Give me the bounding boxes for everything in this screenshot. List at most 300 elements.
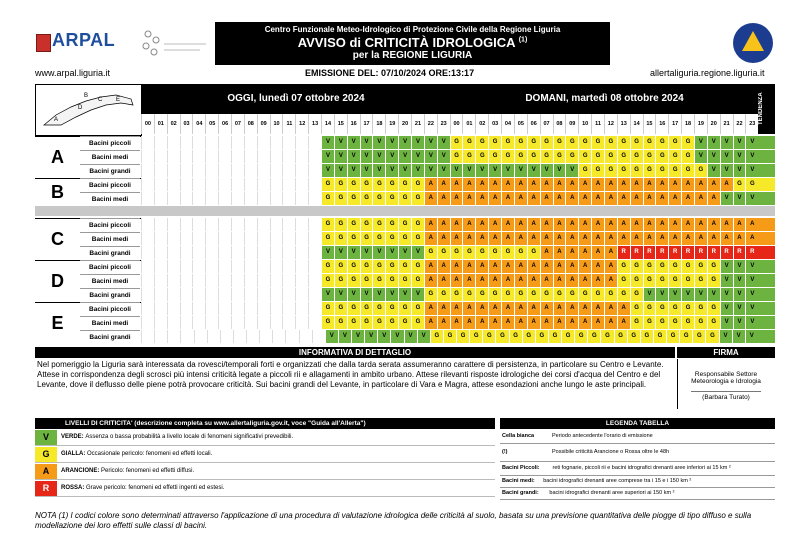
criticity-cell: G [707, 260, 720, 273]
criticity-cell [207, 330, 220, 343]
basin-label: Bacini medi [80, 150, 140, 164]
criticity-cell: G [424, 246, 437, 259]
criticity-cell [141, 164, 154, 177]
basin-label: Bacini medi [80, 274, 140, 288]
trend-cell [758, 192, 775, 205]
criticity-cell: A [591, 246, 604, 259]
criticity-cell: G [385, 192, 398, 205]
criticity-cell: A [514, 302, 527, 315]
criticity-cell: G [411, 178, 424, 191]
criticity-cell: V [360, 150, 373, 163]
criticity-cell [205, 164, 218, 177]
criticity-cell: A [604, 246, 617, 259]
criticity-cell: A [424, 178, 437, 191]
criticity-cell: A [450, 302, 463, 315]
criticity-cell: A [501, 192, 514, 205]
criticity-cell: G [398, 274, 411, 287]
footnote: NOTA (1) I codici colore sono determinati attraverso l'applicazione di una procedura di valutazione idrologica delle criticità al suolo, basata su una previsione quantitativa delle piogge di tipo diffuso e sulla modellazione dei loro effetti sulle classi di bacini. [35, 511, 752, 530]
criticity-cell: A [565, 316, 578, 329]
level-swatch: V [35, 430, 57, 445]
criticity-cell [233, 330, 246, 343]
criticity-cell: G [475, 246, 488, 259]
zone-letter: A [51, 147, 64, 167]
criticity-cell [257, 260, 270, 273]
criticity-cell [295, 288, 308, 301]
criticity-cell: A [501, 260, 514, 273]
criticity-cell: G [443, 330, 456, 343]
network-logo-icon [140, 26, 210, 62]
criticity-cell: V [424, 150, 437, 163]
criticity-cell: V [733, 274, 746, 287]
criticity-cell [141, 246, 154, 259]
criticity-cell [295, 164, 308, 177]
criticity-cell [257, 232, 270, 245]
criticity-cell: G [574, 330, 587, 343]
criticity-cell: G [694, 302, 707, 315]
criticity-cell [282, 260, 295, 273]
criticity-cell: R [617, 246, 630, 259]
zone-row-cells [141, 260, 758, 273]
criticity-cell: A [540, 302, 553, 315]
criticity-cell: A [745, 218, 758, 231]
criticity-cell [180, 260, 193, 273]
criticity-cell [270, 316, 283, 329]
criticity-cell [154, 178, 167, 191]
criticity-cell: V [360, 246, 373, 259]
criticity-cell: A [681, 192, 694, 205]
level-item [35, 464, 495, 480]
zone-letter: D [51, 271, 64, 291]
criticity-cell: A [604, 274, 617, 287]
criticity-cell: V [377, 330, 390, 343]
zone-row-cells [141, 288, 758, 301]
hour-label: 01 [462, 114, 475, 134]
criticity-cell [231, 192, 244, 205]
criticity-cell [282, 316, 295, 329]
trend-cell [758, 218, 775, 231]
criticity-cell: V [424, 136, 437, 149]
criticity-cell: G [437, 246, 450, 259]
criticity-cell: V [733, 260, 746, 273]
criticity-cell [180, 150, 193, 163]
criticity-cell [167, 288, 180, 301]
criticity-cell: A [591, 232, 604, 245]
arpal-url-link[interactable]: www.arpal.liguria.it [35, 68, 111, 78]
criticity-cell: V [720, 302, 733, 315]
criticity-cell: R [720, 246, 733, 259]
criticity-cell: G [591, 164, 604, 177]
page-title: AVVISO di CRITICITÀ IDROLOGICA $^{(1)}$ [297, 35, 528, 50]
criticity-cell: V [475, 164, 488, 177]
criticity-cell: V [334, 136, 347, 149]
criticity-cell: V [360, 136, 373, 149]
criticity-cell [231, 288, 244, 301]
criticity-cell: G [655, 274, 668, 287]
criticity-cell: A [424, 232, 437, 245]
criticity-cell: G [527, 246, 540, 259]
basin-label: Bacini piccoli [80, 178, 140, 192]
criticity-cell: V [390, 330, 403, 343]
criticity-cell: A [694, 232, 707, 245]
criticity-cell: A [707, 192, 720, 205]
hour-label: 07 [540, 114, 553, 134]
criticity-cell [205, 316, 218, 329]
criticity-cell [167, 164, 180, 177]
criticity-cell [218, 232, 231, 245]
criticity-cell: G [372, 274, 385, 287]
criticity-cell [218, 288, 231, 301]
basin-label: Bacini grandi [80, 246, 140, 260]
criticity-cell: G [347, 316, 360, 329]
criticity-cell: G [482, 330, 495, 343]
criticity-cell: G [347, 274, 360, 287]
criticity-cell [167, 260, 180, 273]
criticity-cell [231, 316, 244, 329]
criticity-cell: V [338, 330, 351, 343]
criticity-cell [231, 150, 244, 163]
criticity-cell [244, 246, 257, 259]
level-text: GIALLA: Occasionale pericolo: fenomeni ed effetti locali. [61, 451, 213, 457]
trend-cell [758, 316, 775, 329]
criticity-cell: G [450, 288, 463, 301]
criticity-cell: A [450, 232, 463, 245]
criticity-cell [308, 136, 321, 149]
criticity-cell: A [488, 260, 501, 273]
criticity-cell [218, 302, 231, 315]
criticity-cell: V [411, 164, 424, 177]
criticity-cell [192, 192, 205, 205]
hour-label: 15 [643, 114, 656, 134]
criticity-cell: G [681, 302, 694, 315]
criticity-cell: A [437, 192, 450, 205]
criticity-cell: A [643, 178, 656, 191]
criticity-cell: G [372, 260, 385, 273]
criticity-cell [141, 136, 154, 149]
criticity-cell [244, 288, 257, 301]
criticity-cell: G [565, 288, 578, 301]
criticity-cell: G [347, 218, 360, 231]
criticity-cell: A [578, 274, 591, 287]
criticity-cell [231, 260, 244, 273]
criticity-cell: G [692, 330, 705, 343]
criticity-cell: A [553, 218, 566, 231]
legend-item [500, 443, 775, 462]
criticity-cell [205, 232, 218, 245]
criticity-cell: G [617, 260, 630, 273]
criticity-cell: V [720, 288, 733, 301]
criticity-cell: G [411, 218, 424, 231]
criticity-cell: V [514, 164, 527, 177]
criticity-cell [244, 260, 257, 273]
criticity-cell: V [745, 136, 758, 149]
criticity-cell: G [681, 164, 694, 177]
criticity-cell: A [527, 260, 540, 273]
hour-label: 23 [745, 114, 758, 134]
criticity-cell: A [578, 178, 591, 191]
criticity-cell: G [604, 288, 617, 301]
criticity-cell [295, 316, 308, 329]
criticity-cell [218, 164, 231, 177]
criticity-cell: A [655, 232, 668, 245]
criticity-cell [231, 232, 244, 245]
criticity-cell [192, 218, 205, 231]
criticity-cell: V [334, 288, 347, 301]
criticity-cell: A [553, 232, 566, 245]
criticity-cell [192, 288, 205, 301]
criticity-cell [282, 218, 295, 231]
criticity-cell: G [668, 302, 681, 315]
criticity-cell: A [668, 192, 681, 205]
criticity-cell: V [325, 330, 338, 343]
criticity-cell: G [643, 316, 656, 329]
criticity-cell: V [334, 150, 347, 163]
criticity-cell: A [707, 232, 720, 245]
svg-text:A: A [54, 117, 59, 123]
criticity-cell: G [334, 178, 347, 191]
criticity-cell: G [385, 274, 398, 287]
criticity-cell: A [630, 218, 643, 231]
criticity-cell: G [578, 164, 591, 177]
criticity-cell: G [462, 136, 475, 149]
criticity-cell: A [565, 260, 578, 273]
legend-value: bacini idrografici drenanti aree superiori ai 150 km ² [549, 490, 675, 496]
criticity-cell [231, 302, 244, 315]
criticity-cell: G [666, 330, 679, 343]
trend-cell [758, 274, 775, 287]
criticity-cell: G [509, 330, 522, 343]
criticity-cell [295, 232, 308, 245]
criticity-cell: A [553, 178, 566, 191]
criticity-cell: A [540, 192, 553, 205]
criticity-cell: G [385, 178, 398, 191]
criticity-cell: A [450, 260, 463, 273]
criticity-cell: V [360, 164, 373, 177]
criticity-cell [154, 274, 167, 287]
criticity-cell [167, 192, 180, 205]
criticity-cell [218, 150, 231, 163]
criticity-cell: G [334, 192, 347, 205]
criticity-cell: G [334, 274, 347, 287]
criticity-cell: G [411, 316, 424, 329]
criticity-cell: A [462, 316, 475, 329]
criticity-cell [192, 274, 205, 287]
criticity-cell: A [630, 178, 643, 191]
criticity-cell: V [398, 164, 411, 177]
criticity-cell [231, 246, 244, 259]
criticity-cell: A [578, 192, 591, 205]
criticity-cell: R [643, 246, 656, 259]
criticity-cell [244, 178, 257, 191]
criticity-cell [141, 274, 154, 287]
criticity-cell: G [548, 330, 561, 343]
criticity-cell: G [372, 192, 385, 205]
criticity-cell [257, 274, 270, 287]
criticity-cell: V [347, 288, 360, 301]
criticity-cell: A [604, 316, 617, 329]
page-subtitle: per la REGIONE LIGURIA [352, 50, 473, 61]
criticity-cell: V [462, 164, 475, 177]
criticity-cell [308, 302, 321, 315]
criticity-cell: V [398, 136, 411, 149]
criticity-cell: V [707, 150, 720, 163]
criticity-cell: G [668, 260, 681, 273]
criticity-cell: A [553, 274, 566, 287]
criticity-cell: A [514, 218, 527, 231]
hour-label: 04 [501, 114, 514, 134]
criticity-cell: V [398, 288, 411, 301]
criticity-cell [218, 246, 231, 259]
basin-label: Bacini grandi [80, 288, 140, 302]
hour-label: 08 [244, 114, 257, 134]
criticity-cell: V [411, 136, 424, 149]
criticity-cell [282, 302, 295, 315]
trend-cell [758, 164, 775, 177]
criticity-cell: A [488, 302, 501, 315]
criticity-cell [180, 164, 193, 177]
criticity-cell: G [745, 178, 758, 191]
criticity-cell: G [360, 218, 373, 231]
criticity-cell: A [540, 260, 553, 273]
criticity-cell: V [411, 246, 424, 259]
criticity-cell: A [694, 218, 707, 231]
criticity-cell: A [604, 302, 617, 315]
criticity-cell [257, 302, 270, 315]
criticity-cell: G [360, 178, 373, 191]
criticity-cell: A [630, 192, 643, 205]
trend-cell [758, 260, 775, 273]
criticity-cell: A [553, 316, 566, 329]
criticity-cell [244, 164, 257, 177]
criticity-cell: G [527, 136, 540, 149]
criticity-cell [295, 192, 308, 205]
allerta-url-link[interactable]: allertaliguria.regione.liguria.it [650, 68, 765, 78]
criticity-cell: G [553, 136, 566, 149]
criticity-cell [154, 260, 167, 273]
criticity-cell: V [450, 164, 463, 177]
criticity-cell: G [655, 136, 668, 149]
criticity-cell [167, 274, 180, 287]
criticity-cell [141, 178, 154, 191]
criticity-cell: G [591, 136, 604, 149]
legend-item [500, 461, 775, 476]
criticity-cell: G [630, 316, 643, 329]
criticity-cell [192, 232, 205, 245]
criticity-cell: G [614, 330, 627, 343]
criticity-cell: G [578, 136, 591, 149]
criticity-cell: G [398, 260, 411, 273]
criticity-cell [205, 150, 218, 163]
criticity-cell: G [385, 218, 398, 231]
criticity-cell: G [668, 150, 681, 163]
criticity-cell [205, 246, 218, 259]
criticity-cell [218, 136, 231, 149]
criticity-cell: G [372, 316, 385, 329]
criticity-cell: V [501, 164, 514, 177]
criticity-cell: A [565, 246, 578, 259]
criticity-cell: A [617, 218, 630, 231]
criticity-cell: G [694, 316, 707, 329]
criticity-cell: G [398, 178, 411, 191]
criticity-cell: A [501, 302, 514, 315]
criticity-cell [220, 330, 233, 343]
criticity-cell: G [561, 330, 574, 343]
criticity-cell: G [411, 302, 424, 315]
hour-label: 16 [347, 114, 360, 134]
criticity-cell: V [321, 136, 334, 149]
zone-row-cells [141, 178, 758, 191]
legend-key: (!) [502, 449, 508, 455]
criticity-cell: G [681, 260, 694, 273]
criticity-cell [295, 218, 308, 231]
hour-label: 04 [192, 114, 205, 134]
criticity-cell: R [733, 246, 746, 259]
hour-label: 13 [308, 114, 321, 134]
criticity-cell: A [462, 218, 475, 231]
criticity-cell: A [475, 260, 488, 273]
protezione-civile-logo [733, 23, 773, 63]
criticity-cell: V [707, 136, 720, 149]
criticity-cell: V [385, 150, 398, 163]
criticity-cell: A [604, 178, 617, 191]
criticity-cell: R [694, 246, 707, 259]
criticity-cell: G [514, 288, 527, 301]
info-heading: INFORMATIVA DI DETTAGLIO [35, 347, 675, 358]
criticity-cell [257, 246, 270, 259]
criticity-cell: G [694, 164, 707, 177]
zone-row-cells [141, 316, 758, 329]
criticity-cell: A [437, 260, 450, 273]
criticity-cell: G [347, 232, 360, 245]
criticity-cell: A [565, 232, 578, 245]
criticity-cell: V [720, 136, 733, 149]
criticity-cell: G [640, 330, 653, 343]
legend-value: Possibile criticità Arancione o Rossa oltre le 48h [552, 449, 670, 455]
criticity-cell [282, 150, 295, 163]
criticity-cell [244, 302, 257, 315]
criticity-cell: V [720, 274, 733, 287]
criticity-cell [192, 150, 205, 163]
criticity-cell: V [720, 164, 733, 177]
criticity-cell: G [321, 302, 334, 315]
criticity-cell: G [321, 218, 334, 231]
criticity-cell: A [488, 232, 501, 245]
criticity-cell [270, 288, 283, 301]
criticity-cell: A [565, 178, 578, 191]
criticity-cell: G [600, 330, 613, 343]
criticity-cell: G [385, 302, 398, 315]
criticity-cell: V [745, 288, 758, 301]
criticity-cell [141, 288, 154, 301]
criticity-cell: G [437, 288, 450, 301]
zone-row-cells [141, 232, 758, 245]
criticity-cell [282, 136, 295, 149]
criticity-cell: V [424, 164, 437, 177]
criticity-cell: G [411, 274, 424, 287]
svg-text:B: B [84, 93, 89, 99]
criticity-cell [308, 232, 321, 245]
criticity-cell [308, 260, 321, 273]
criticity-cell: A [578, 218, 591, 231]
criticity-cell: V [385, 136, 398, 149]
criticity-cell [180, 178, 193, 191]
criticity-cell: A [475, 302, 488, 315]
criticity-cell [154, 316, 167, 329]
basin-label: Bacini medi [80, 232, 140, 246]
criticity-cell: A [591, 260, 604, 273]
level-swatch: G [35, 447, 57, 462]
criticity-cell: V [347, 164, 360, 177]
criticity-cell [295, 274, 308, 287]
